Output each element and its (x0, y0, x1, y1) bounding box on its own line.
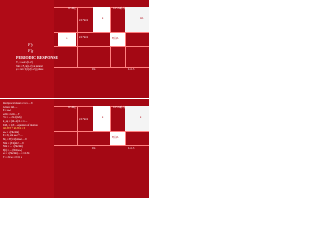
rule-line (77, 7, 78, 67)
derivation-line: ΣM₀ = I₀θ̈ ... equation of motion (3, 123, 38, 127)
formula-label: I=F=M(L²)/4 (113, 106, 127, 109)
note-line-2: Xm = F₀/k(1-r²) at natural (16, 64, 43, 68)
derivation-line: Nm = ... √(3k/4m) (3, 145, 23, 149)
derivation-line: Reciprocal sheet a vs x ... θ (3, 102, 33, 105)
formula-label: I=F=M(L²)/4 (113, 7, 127, 10)
derivation-line: ω²m = k/m ... T (3, 112, 20, 116)
ratio-label: x/L*m/4 (79, 118, 88, 121)
derivation-line: ωₙ = √(3k/4m) (3, 130, 19, 134)
derivation-line: +n = ... 2π√(m/k) (3, 116, 22, 120)
diagram-box (125, 7, 149, 32)
result-label: mL (140, 17, 144, 20)
slide-top (0, 0, 149, 99)
derivation-line: mL²θ̈/3 + kL²θ/4 = 0 (3, 127, 26, 131)
derivation-line: θ(t) = ... (Nm/ωₙ) (3, 148, 22, 152)
axis-label: F(x)/L (112, 37, 119, 40)
rod-label: W=Mg (68, 106, 76, 109)
axis-label: F(x)/L (112, 136, 119, 139)
derivation-block (3, 102, 75, 160)
bottom-right-label: L=1.5 (128, 68, 135, 71)
rule-line (77, 106, 78, 146)
box-k2-label: k (140, 116, 142, 119)
box-k-label: k (102, 17, 104, 20)
note-line-1: V₁ = ωA/√(1-r²) (16, 61, 33, 64)
rule-line (54, 67, 149, 68)
section-heading: PERIODIC RESPONSE (16, 55, 59, 60)
derivation-line: T = 2π/ω = 0.51 s (3, 155, 22, 159)
diagram-box (125, 106, 149, 131)
derivation-line: k_eq = (4L-x)/L = x ... (3, 119, 28, 123)
bottom-mid-label: 0/n (92, 68, 96, 71)
bottom-mid-label: 0/n (92, 147, 96, 150)
derivation-line: M₀ = F(L/2)sinωt ... θ (3, 137, 27, 141)
derivation-line: θ = ωₙt (3, 109, 11, 113)
ratio-under-label: x/L*m/4 (79, 36, 88, 39)
rod-label: W=Mg (68, 7, 76, 10)
ratio-label: x/L*m/4 (79, 19, 88, 22)
rule-line (54, 46, 149, 47)
note-line-3: φ = tan⁻¹(2ζr/(1-r²)) phase (16, 68, 44, 71)
derivation-line: Nm = (3/4)kL² ... θ (3, 141, 24, 145)
symbol-fg: F'g (28, 48, 34, 53)
box-k-label: k (102, 116, 104, 119)
derivation-line: ω = √(3k/4m) ... = 12.34 (3, 152, 30, 156)
derivation-line: θ = θ₀ sin ωₙt + ... (3, 134, 23, 138)
bottom-right-label: L=1.5 (128, 147, 135, 150)
node-label: o (66, 37, 68, 40)
slide-bottom (0, 99, 149, 198)
derivation-line: Given: mL ... (3, 105, 18, 109)
symbol-fy: F'y (28, 42, 34, 47)
